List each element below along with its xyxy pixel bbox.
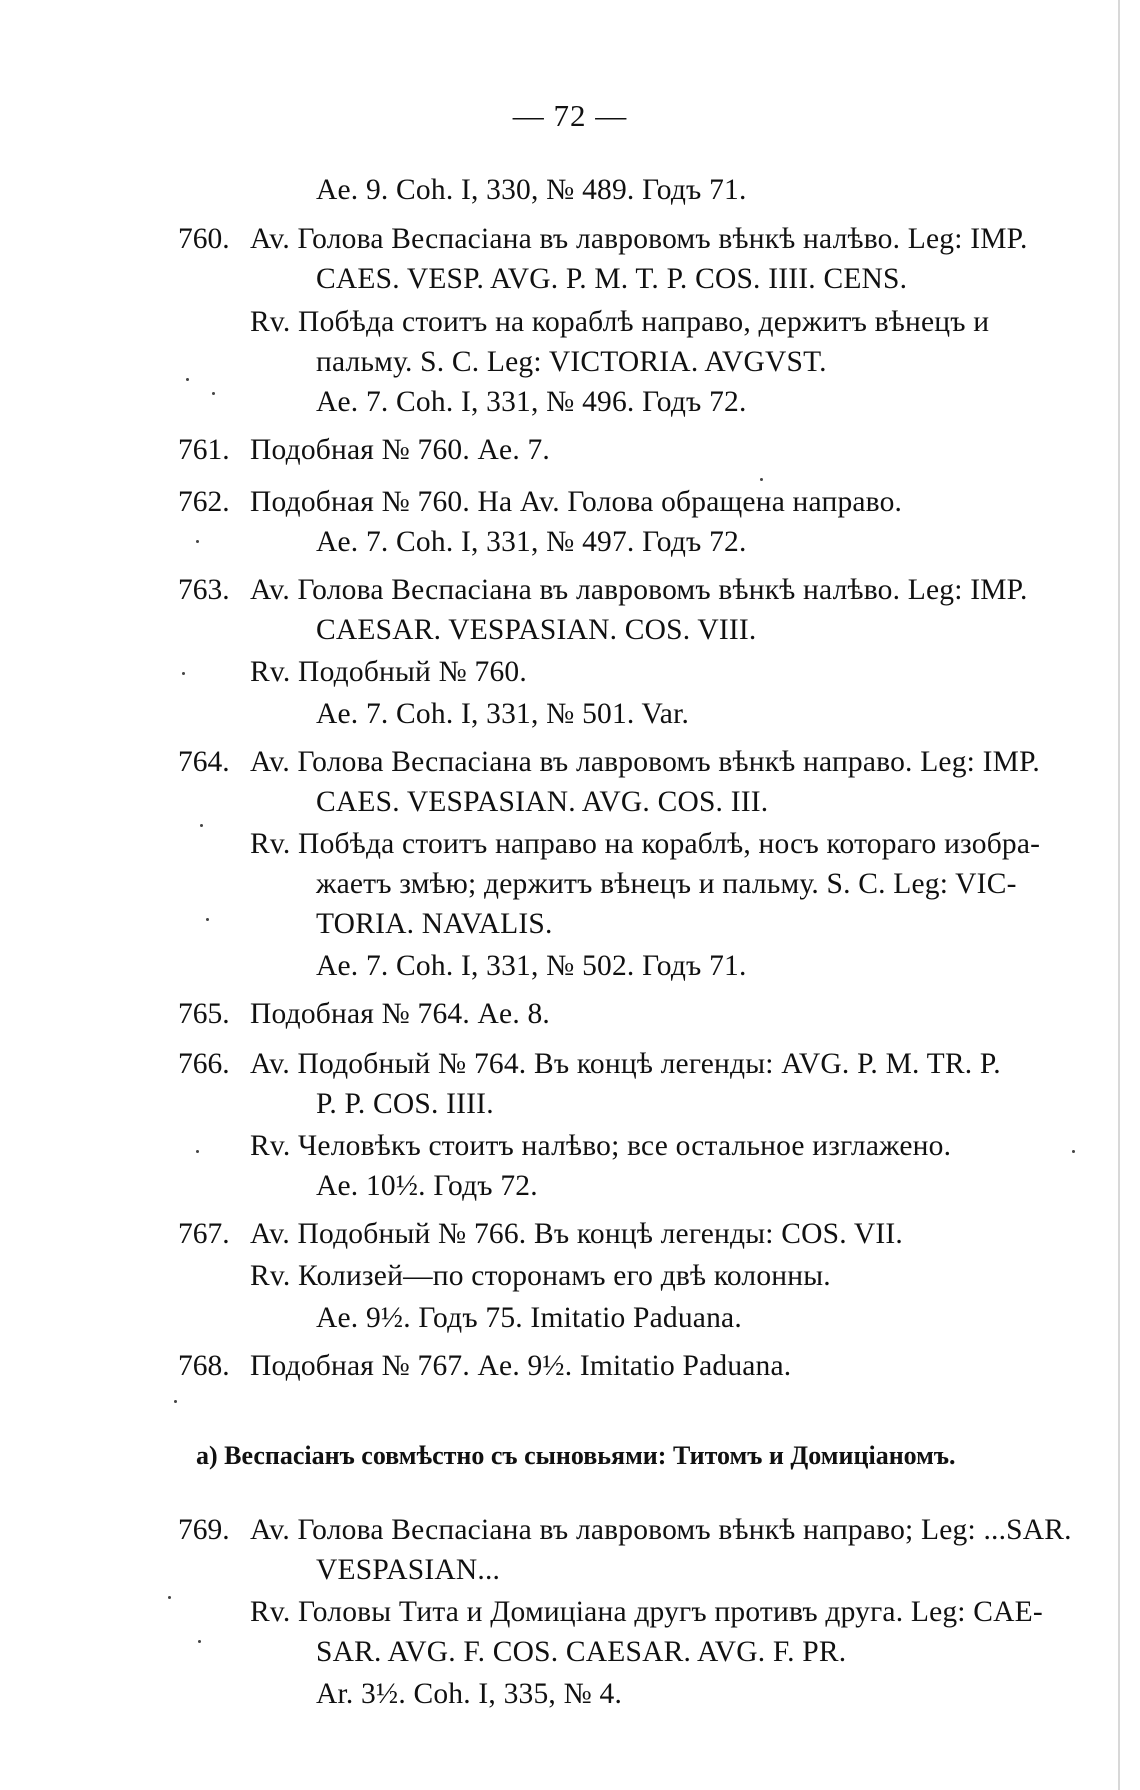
entry-766-obverse: Av. Подобный № 764. Въ концѣ легенды: AVG. P. M. TR. P. — [250, 1048, 1001, 1080]
entry-761-text: Подобная № 760. Ae. 7. — [250, 434, 550, 466]
entry-764-obverse-cont: CAES. VESPASIAN. AVG. COS. III. — [316, 786, 769, 818]
scan-speck — [198, 1640, 201, 1643]
entry-767-obverse: Av. Подобный № 766. Въ концѣ легенды: COS. VII. — [250, 1218, 903, 1250]
scan-speck — [760, 478, 763, 481]
entry-767-reverse: Rv. Колизей—по сторонамъ его двѣ колонны. — [250, 1260, 831, 1292]
scan-speck — [1072, 1150, 1075, 1153]
scan-speck — [182, 672, 185, 675]
scan-speck — [168, 1596, 171, 1599]
entry-number-763: 763. — [178, 574, 230, 606]
entry-760-obverse-cont: CAES. VESP. AVG. P. M. T. P. COS. IIII. CENS. — [316, 263, 908, 295]
scan-speck — [174, 1400, 177, 1403]
entry-number-761: 761. — [178, 434, 230, 466]
entry-number-764: 764. — [178, 746, 230, 778]
entry-769-reference: Ar. 3½. Coh. I, 335, № 4. — [316, 1678, 623, 1710]
entry-number-766: 766. — [178, 1048, 230, 1080]
entry-764-reference: Ae. 7. Coh. I, 331, № 502. Годъ 71. — [316, 950, 747, 982]
entry-763-obverse: Av. Голова Веспасіана въ лавровомъ вѣнкѣ налѣво. Leg: IMP. — [250, 574, 1028, 606]
entry-760-reference: Ae. 7. Coh. I, 331, № 496. Годъ 72. — [316, 386, 747, 418]
page-number: — 72 — — [512, 98, 628, 133]
page-edge-shadow — [1118, 0, 1120, 1790]
entry-767-reference: Ae. 9½. Годъ 75. Imitatio Paduana. — [316, 1302, 742, 1334]
entry-number-760: 760. — [178, 223, 230, 255]
entry-765-text: Подобная № 764. Ae. 8. — [250, 998, 550, 1030]
entry-769-obverse: Av. Голова Веспасіана въ лавровомъ вѣнкѣ направо; Leg: ...SAR. — [250, 1514, 1072, 1546]
entry-number-765: 765. — [178, 998, 230, 1030]
scan-speck — [200, 824, 203, 827]
entry-760-reverse-cont: пальму. S. C. Leg: VICTORIA. AVGVST. — [316, 346, 827, 378]
scan-speck — [212, 392, 215, 395]
scan-speck — [186, 378, 189, 381]
section-heading: a) Веспасіанъ совмѣстно съ сыновьями: Титомъ и Домиціаномъ. — [196, 1441, 956, 1470]
entry-number-768: 768. — [178, 1350, 230, 1382]
entry-763-reference: Ae. 7. Coh. I, 331, № 501. Var. — [316, 698, 690, 730]
entry-769-obverse-cont: VESPASIAN... — [316, 1554, 501, 1586]
entry-760-obverse: Av. Голова Веспасіана въ лавровомъ вѣнкѣ налѣво. Leg: IMP. — [250, 223, 1028, 255]
entry-760-reverse: Rv. Побѣда стоитъ на кораблѣ направо, держитъ вѣнецъ и — [250, 306, 990, 338]
entry-764-reverse: Rv. Побѣда стоитъ направо на кораблѣ, носъ котораго изобра- — [250, 828, 1041, 860]
entry-766-obverse-cont: P. P. COS. IIII. — [316, 1088, 494, 1120]
entry-763-reverse: Rv. Подобный № 760. — [250, 656, 527, 688]
scan-speck — [196, 1150, 199, 1153]
entry-769-reverse: Rv. Головы Тита и Домиціана другъ противъ друга. Leg: CAE- — [250, 1596, 1043, 1628]
entry-766-reverse: Rv. Человѣкъ стоитъ налѣво; все остальное изглажено. — [250, 1130, 952, 1162]
entry-762-text: Подобная № 760. На Av. Голова обращена направо. — [250, 486, 903, 518]
entry-762-reference: Ae. 7. Coh. I, 331, № 497. Годъ 72. — [316, 526, 747, 558]
entry-number-769: 769. — [178, 1514, 230, 1546]
entry-768-text: Подобная № 767. Ae. 9½. Imitatio Paduana. — [250, 1350, 792, 1382]
entry-769-reverse-cont: SAR. AVG. F. COS. CAESAR. AVG. F. PR. — [316, 1636, 847, 1668]
scan-speck — [206, 918, 209, 921]
entry-759-reference: Ae. 9. Coh. I, 330, № 489. Годъ 71. — [316, 174, 747, 206]
entry-763-obverse-cont: CAESAR. VESPASIAN. COS. VIII. — [316, 614, 757, 646]
entry-764-obverse: Av. Голова Веспасіана въ лавровомъ вѣнкѣ направо. Leg: IMP. — [250, 746, 1041, 778]
entry-number-767: 767. — [178, 1218, 230, 1250]
entry-766-reference: Ae. 10½. Годъ 72. — [316, 1170, 538, 1202]
entry-number-762: 762. — [178, 486, 230, 518]
entry-764-reverse-cont-2: TORIA. NAVALIS. — [316, 908, 553, 940]
scan-speck — [196, 540, 199, 543]
entry-764-reverse-cont: жаетъ змѣю; держитъ вѣнецъ и пальму. S. C. Leg: VIC- — [316, 868, 1017, 900]
